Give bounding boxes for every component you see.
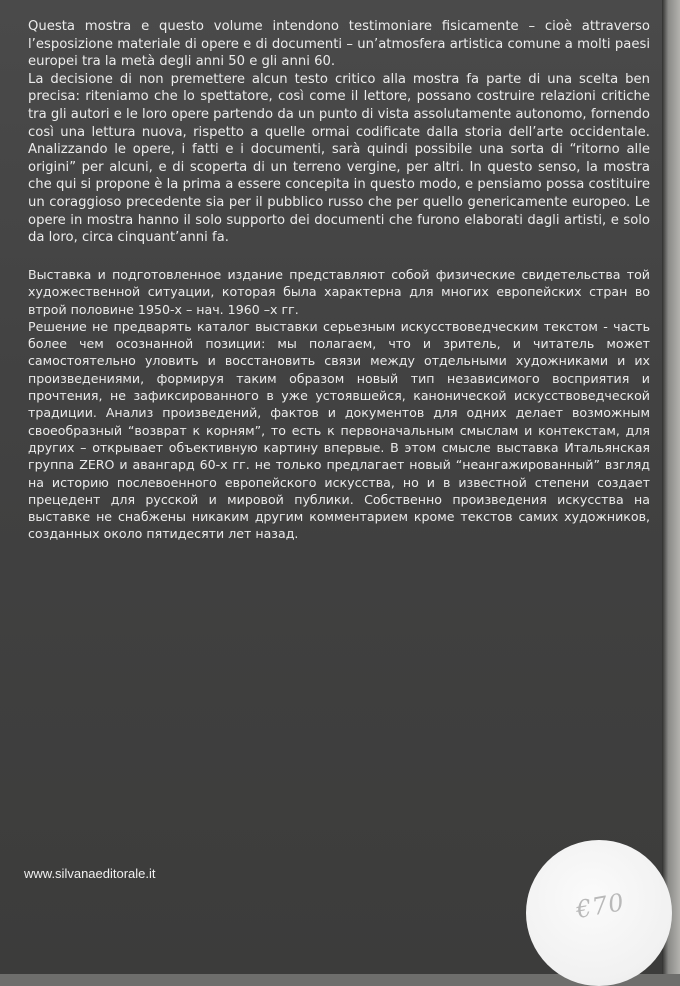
italian-paragraph-1: Questa mostra e questo volume intendono testimoniare fisicamente – cioè attraverso l’esposizione materiale di opere e di documenti – un’atmosfera artistica comune a molti paesi europei tra la metà degli anni 50 e gli anni 60. <box>28 19 650 70</box>
russian-paragraph-1: Выставка и подготовленное издание представляют собой физические свидетельства той художественной ситуации, которая была характерна для многих европейских стран во втрой половине 1950-х – нач. 1960 –х гг. <box>28 267 650 317</box>
italian-paragraph-2: La decisione di non premettere alcun testo critico alla mostra fa parte di una scelta ben precisa: riteniamo che lo spettatore, così come il lettore, possano costruire relazioni critiche tra gli autori e le loro opere partendo da un punto di vista assolutamente autonomo, fornendo così una lettura nuova, rispetto a quelle ormai codificate dalla storia dell’arte occidentale. Analizzando le opere, i fatti e i documenti, sarà quindi possibile una sorta di “ritorno alle origini” per alcuni, e di scoperta di un terreno vergine, per altri. In questo senso, la mostra che qui si propone è la prima a essere concepita in questo modo, e pensiamo possa costituire un coraggioso precedente sia per il pubblico russo che per quello genericamente europeo. Le opere in mostra hanno il solo supporto dei documenti che furono elaborati dagli artisti, e solo da loro, circa cinquant’anni fa. <box>28 71 650 246</box>
price-label: €70 <box>573 887 627 925</box>
publisher-website: www.silvanaeditorale.it <box>24 866 156 881</box>
russian-text-block <box>28 266 650 543</box>
spine-edge <box>662 0 680 974</box>
price-sticker <box>526 840 672 986</box>
russian-paragraph-2: Решение не предварять каталог выставки серьезным искусствоведческим текстом - часть более чем осознанной позиции: мы полагаем, что и зритель, и читатель может самостоятельно уловить и восстановить связи между отдельными художниками и их произведениями, формируя таким образом новый тип независимого восприятия и прочтения, не зафиксированного в уже устоявшейся, канонической искусствоведческой традиции. Анализ произведений, фактов и документов для одних делает возможным своеобразный “возврат к корням”, то есть к первоначальным смыслам и контекстам, для других – открывает объективную картину впервые. В этом смысле выставка Итальянская группа ZERO и авангард 60-х гг. не только предлагает новый “неангажированный” взгляд на историю послевоенного европейского искусства, но и в известной степени создает прецедент для русской и мировой публики. Собственно произведения искусства на выставке не снабжены никаким другим комментарием кроме текстов самих художников, созданных около пятидесяти лет назад. <box>28 318 650 542</box>
italian-text-block <box>28 18 650 247</box>
